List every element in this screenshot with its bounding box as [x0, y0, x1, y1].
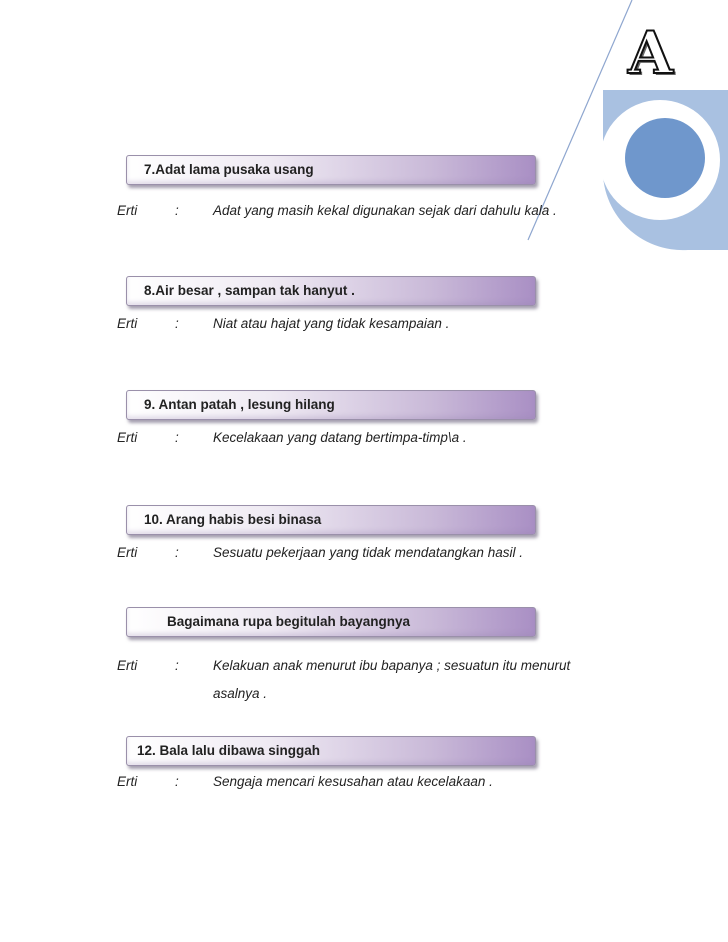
erti-label: Erti [117, 774, 138, 789]
proverb-title-bar: 12. Bala lalu dibawa singgah [126, 736, 536, 766]
proverb-title-bar: 9. Antan patah , lesung hilang [126, 390, 536, 420]
erti-label: Erti [117, 430, 138, 445]
proverb-meaning: Kelakuan anak menurut ibu bapanya ; sesuatun itu menurut [213, 658, 571, 673]
proverb-title-bar: Bagaimana rupa begitulah bayangnya [126, 607, 536, 637]
erti-label: Erti [117, 545, 138, 560]
colon: : [175, 203, 179, 218]
proverb-meaning: Sengaja mencari kesusahan atau kecelakaan . [213, 774, 493, 789]
proverb-title-bar: 7.Adat lama pusaka usang [126, 155, 536, 185]
erti-label: Erti [117, 316, 138, 331]
colon: : [175, 658, 179, 673]
erti-label: Erti [117, 203, 138, 218]
colon: : [175, 774, 179, 789]
proverb-title-bar: 10. Arang habis besi binasa [126, 505, 536, 535]
corner-inner-circle [625, 118, 705, 198]
proverb-title-bar: 8.Air besar , sampan tak hanyut . [126, 276, 536, 306]
proverb-meaning-continued: asalnya . [213, 686, 268, 701]
proverb-meaning: Kecelakaan yang datang bertimpa-timp\a . [213, 430, 467, 445]
erti-label: Erti [117, 658, 138, 673]
proverb-meaning: Niat atau hajat yang tidak kesampaian . [213, 316, 450, 331]
section-letter: A [628, 19, 674, 87]
colon: : [175, 545, 179, 560]
colon: : [175, 316, 179, 331]
proverb-meaning: Sesuatu pekerjaan yang tidak mendatangkan hasil . [213, 545, 523, 560]
colon: : [175, 430, 179, 445]
proverb-meaning: Adat yang masih kekal digunakan sejak dari dahulu kala . [213, 203, 557, 218]
